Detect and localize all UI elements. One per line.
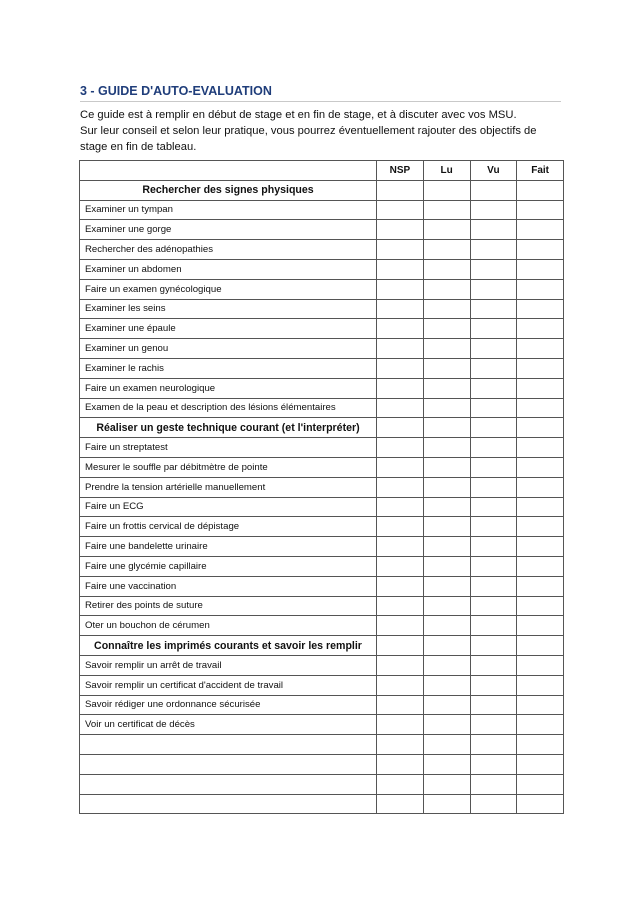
- section-heading: Connaître les imprimés courants et savoir les remplir: [80, 636, 377, 656]
- intro-line-2: Sur leur conseil et selon leur pratique, vous pourrez éventuellement rajouter des objectifs de stage en fin de tableau.: [80, 125, 537, 153]
- nsp-cell[interactable]: [377, 774, 424, 794]
- table-row: [80, 596, 564, 616]
- lu-cell[interactable]: [423, 398, 470, 418]
- objective-label: [80, 735, 377, 755]
- table-row: [80, 655, 564, 675]
- vu-cell[interactable]: [470, 200, 517, 220]
- nsp-cell[interactable]: [377, 200, 424, 220]
- section-row: [80, 636, 564, 656]
- fait-cell[interactable]: [517, 418, 564, 438]
- objective-label: Examiner un tympan: [80, 200, 377, 220]
- objective-label: Examiner les seins: [80, 299, 377, 319]
- fait-cell[interactable]: [517, 576, 564, 596]
- table-row: [80, 576, 564, 596]
- vu-cell[interactable]: [470, 339, 517, 359]
- fait-cell[interactable]: [517, 497, 564, 517]
- lu-cell[interactable]: [423, 180, 470, 200]
- fait-cell[interactable]: [517, 636, 564, 656]
- lu-cell[interactable]: [423, 259, 470, 279]
- table-row: [80, 616, 564, 636]
- lu-cell[interactable]: [423, 220, 470, 240]
- lu-cell[interactable]: [423, 537, 470, 557]
- table-row: [80, 675, 564, 695]
- nsp-cell[interactable]: [377, 675, 424, 695]
- lu-cell[interactable]: [423, 556, 470, 576]
- fait-cell[interactable]: [517, 398, 564, 418]
- vu-cell[interactable]: [470, 715, 517, 735]
- nsp-cell[interactable]: [377, 418, 424, 438]
- nsp-cell[interactable]: [377, 576, 424, 596]
- nsp-cell[interactable]: [377, 616, 424, 636]
- vu-cell[interactable]: [470, 259, 517, 279]
- objective-label: Mesurer le souffle par débitmètre de pointe: [80, 457, 377, 477]
- nsp-cell[interactable]: [377, 240, 424, 260]
- vu-cell[interactable]: [470, 398, 517, 418]
- table-row: [80, 200, 564, 220]
- nsp-cell[interactable]: [377, 695, 424, 715]
- table-row: [80, 220, 564, 240]
- lu-cell[interactable]: [423, 636, 470, 656]
- vu-cell[interactable]: [470, 497, 517, 517]
- nsp-cell[interactable]: [377, 754, 424, 774]
- vu-cell[interactable]: [470, 279, 517, 299]
- self-evaluation-table: [79, 160, 564, 814]
- table-row: [80, 695, 564, 715]
- objective-label: Faire une bandelette urinaire: [80, 537, 377, 557]
- vu-cell[interactable]: [470, 556, 517, 576]
- vu-cell[interactable]: [470, 537, 517, 557]
- fait-cell[interactable]: [517, 279, 564, 299]
- nsp-cell[interactable]: [377, 299, 424, 319]
- fait-cell[interactable]: [517, 735, 564, 755]
- fait-cell[interactable]: [517, 556, 564, 576]
- fait-cell[interactable]: [517, 358, 564, 378]
- vu-cell[interactable]: [470, 378, 517, 398]
- objective-label: Faire un frottis cervical de dépistage: [80, 517, 377, 537]
- nsp-cell[interactable]: [377, 220, 424, 240]
- table-row: [80, 477, 564, 497]
- table-row: [80, 398, 564, 418]
- header-nsp: NSP: [377, 161, 424, 181]
- fait-cell[interactable]: [517, 477, 564, 497]
- lu-cell[interactable]: [423, 655, 470, 675]
- lu-cell[interactable]: [423, 438, 470, 458]
- table-row: [80, 556, 564, 576]
- lu-cell[interactable]: [423, 596, 470, 616]
- objective-label: Savoir remplir un certificat d'accident de travail: [80, 675, 377, 695]
- table-row: [80, 794, 564, 814]
- objective-label: [80, 794, 377, 814]
- nsp-cell[interactable]: [377, 279, 424, 299]
- nsp-cell[interactable]: [377, 636, 424, 656]
- fait-cell[interactable]: [517, 319, 564, 339]
- table-row: [80, 537, 564, 557]
- intro-text: [80, 107, 565, 155]
- table-row: [80, 299, 564, 319]
- table-row: [80, 319, 564, 339]
- fait-cell[interactable]: [517, 537, 564, 557]
- nsp-cell[interactable]: [377, 477, 424, 497]
- lu-cell[interactable]: [423, 240, 470, 260]
- fait-cell[interactable]: [517, 240, 564, 260]
- table-row: [80, 774, 564, 794]
- vu-cell[interactable]: [470, 596, 517, 616]
- fait-cell[interactable]: [517, 596, 564, 616]
- objective-label: [80, 774, 377, 794]
- lu-cell[interactable]: [423, 418, 470, 438]
- section-title: 3 - GUIDE D'AUTO-EVALUATION: [80, 84, 272, 98]
- lu-cell[interactable]: [423, 754, 470, 774]
- objective-label: Savoir remplir un arrêt de travail: [80, 655, 377, 675]
- vu-cell[interactable]: [470, 774, 517, 794]
- objective-label: Examiner une épaule: [80, 319, 377, 339]
- vu-cell[interactable]: [470, 180, 517, 200]
- vu-cell[interactable]: [470, 616, 517, 636]
- vu-cell[interactable]: [470, 457, 517, 477]
- objective-label: Faire une glycémie capillaire: [80, 556, 377, 576]
- nsp-cell[interactable]: [377, 259, 424, 279]
- lu-cell[interactable]: [423, 774, 470, 794]
- lu-cell[interactable]: [423, 299, 470, 319]
- nsp-cell[interactable]: [377, 398, 424, 418]
- objective-label: [80, 754, 377, 774]
- lu-cell[interactable]: [423, 200, 470, 220]
- fait-cell[interactable]: [517, 378, 564, 398]
- objective-label: Faire un ECG: [80, 497, 377, 517]
- fait-cell[interactable]: [517, 438, 564, 458]
- vu-cell[interactable]: [470, 576, 517, 596]
- table-row: [80, 339, 564, 359]
- lu-cell[interactable]: [423, 358, 470, 378]
- nsp-cell[interactable]: [377, 715, 424, 735]
- objective-label: Examiner un abdomen: [80, 259, 377, 279]
- table-body: [80, 180, 564, 814]
- table-row: [80, 240, 564, 260]
- lu-cell[interactable]: [423, 319, 470, 339]
- table-row: [80, 438, 564, 458]
- fait-cell[interactable]: [517, 180, 564, 200]
- nsp-cell[interactable]: [377, 457, 424, 477]
- title-underline: [80, 101, 561, 102]
- table-row: [80, 259, 564, 279]
- vu-cell[interactable]: [470, 240, 517, 260]
- vu-cell[interactable]: [470, 319, 517, 339]
- fait-cell[interactable]: [517, 220, 564, 240]
- fait-cell[interactable]: [517, 299, 564, 319]
- lu-cell[interactable]: [423, 517, 470, 537]
- objective-label: Examiner le rachis: [80, 358, 377, 378]
- objective-label: Faire une vaccination: [80, 576, 377, 596]
- fait-cell[interactable]: [517, 774, 564, 794]
- objective-label: Voir un certificat de décès: [80, 715, 377, 735]
- objective-label: Oter un bouchon de cérumen: [80, 616, 377, 636]
- nsp-cell[interactable]: [377, 378, 424, 398]
- vu-cell[interactable]: [470, 358, 517, 378]
- section-row: [80, 180, 564, 200]
- table-row: [80, 279, 564, 299]
- table-row: [80, 378, 564, 398]
- vu-cell[interactable]: [470, 636, 517, 656]
- objective-label: Faire un streptatest: [80, 438, 377, 458]
- fait-cell[interactable]: [517, 794, 564, 814]
- objective-label: Faire un examen gynécologique: [80, 279, 377, 299]
- objective-label: Retirer des points de suture: [80, 596, 377, 616]
- objective-label: Prendre la tension artérielle manuellement: [80, 477, 377, 497]
- vu-cell[interactable]: [470, 735, 517, 755]
- section-heading: Réaliser un geste technique courant (et l'interpréter): [80, 418, 377, 438]
- lu-cell[interactable]: [423, 339, 470, 359]
- table-row: [80, 497, 564, 517]
- nsp-cell[interactable]: [377, 180, 424, 200]
- vu-cell[interactable]: [470, 299, 517, 319]
- nsp-cell[interactable]: [377, 794, 424, 814]
- lu-cell[interactable]: [423, 497, 470, 517]
- lu-cell[interactable]: [423, 279, 470, 299]
- section-row: [80, 418, 564, 438]
- header-vu: Vu: [470, 161, 517, 181]
- fait-cell[interactable]: [517, 259, 564, 279]
- table-row: [80, 457, 564, 477]
- header-lu: Lu: [423, 161, 470, 181]
- fait-cell[interactable]: [517, 339, 564, 359]
- lu-cell[interactable]: [423, 675, 470, 695]
- nsp-cell[interactable]: [377, 358, 424, 378]
- fait-cell[interactable]: [517, 675, 564, 695]
- section-heading: Rechercher des signes physiques: [80, 180, 377, 200]
- lu-cell[interactable]: [423, 735, 470, 755]
- nsp-cell[interactable]: [377, 517, 424, 537]
- nsp-cell[interactable]: [377, 735, 424, 755]
- vu-cell[interactable]: [470, 517, 517, 537]
- fait-cell[interactable]: [517, 200, 564, 220]
- vu-cell[interactable]: [470, 754, 517, 774]
- objective-label: Savoir rédiger une ordonnance sécurisée: [80, 695, 377, 715]
- table-row: [80, 715, 564, 735]
- nsp-cell[interactable]: [377, 438, 424, 458]
- header-fait: Fait: [517, 161, 564, 181]
- nsp-cell[interactable]: [377, 319, 424, 339]
- table-row: [80, 754, 564, 774]
- lu-cell[interactable]: [423, 695, 470, 715]
- nsp-cell[interactable]: [377, 537, 424, 557]
- vu-cell[interactable]: [470, 794, 517, 814]
- fait-cell[interactable]: [517, 616, 564, 636]
- fait-cell[interactable]: [517, 457, 564, 477]
- lu-cell[interactable]: [423, 477, 470, 497]
- objective-label: Examiner une gorge: [80, 220, 377, 240]
- lu-cell[interactable]: [423, 457, 470, 477]
- lu-cell[interactable]: [423, 378, 470, 398]
- lu-cell[interactable]: [423, 616, 470, 636]
- fait-cell[interactable]: [517, 715, 564, 735]
- vu-cell[interactable]: [470, 675, 517, 695]
- nsp-cell[interactable]: [377, 655, 424, 675]
- vu-cell[interactable]: [470, 438, 517, 458]
- objective-label: Faire un examen neurologique: [80, 378, 377, 398]
- vu-cell[interactable]: [470, 477, 517, 497]
- nsp-cell[interactable]: [377, 497, 424, 517]
- fait-cell[interactable]: [517, 695, 564, 715]
- table-row: [80, 517, 564, 537]
- nsp-cell[interactable]: [377, 556, 424, 576]
- nsp-cell[interactable]: [377, 339, 424, 359]
- vu-cell[interactable]: [470, 655, 517, 675]
- nsp-cell[interactable]: [377, 596, 424, 616]
- vu-cell[interactable]: [470, 695, 517, 715]
- header-label-cell: [80, 161, 377, 181]
- table-header-row: [80, 161, 564, 181]
- vu-cell[interactable]: [470, 418, 517, 438]
- table-row: [80, 735, 564, 755]
- fait-cell[interactable]: [517, 517, 564, 537]
- table-row: [80, 358, 564, 378]
- objective-label: Examen de la peau et description des lésions élémentaires: [80, 398, 377, 418]
- vu-cell[interactable]: [470, 220, 517, 240]
- lu-cell[interactable]: [423, 794, 470, 814]
- objective-label: Rechercher des adénopathies: [80, 240, 377, 260]
- objective-label: Examiner un genou: [80, 339, 377, 359]
- intro-line-1: Ce guide est à remplir en début de stage et en fin de stage, et à discuter avec vos MSU.: [80, 109, 517, 121]
- lu-cell[interactable]: [423, 715, 470, 735]
- fait-cell[interactable]: [517, 754, 564, 774]
- lu-cell[interactable]: [423, 576, 470, 596]
- fait-cell[interactable]: [517, 655, 564, 675]
